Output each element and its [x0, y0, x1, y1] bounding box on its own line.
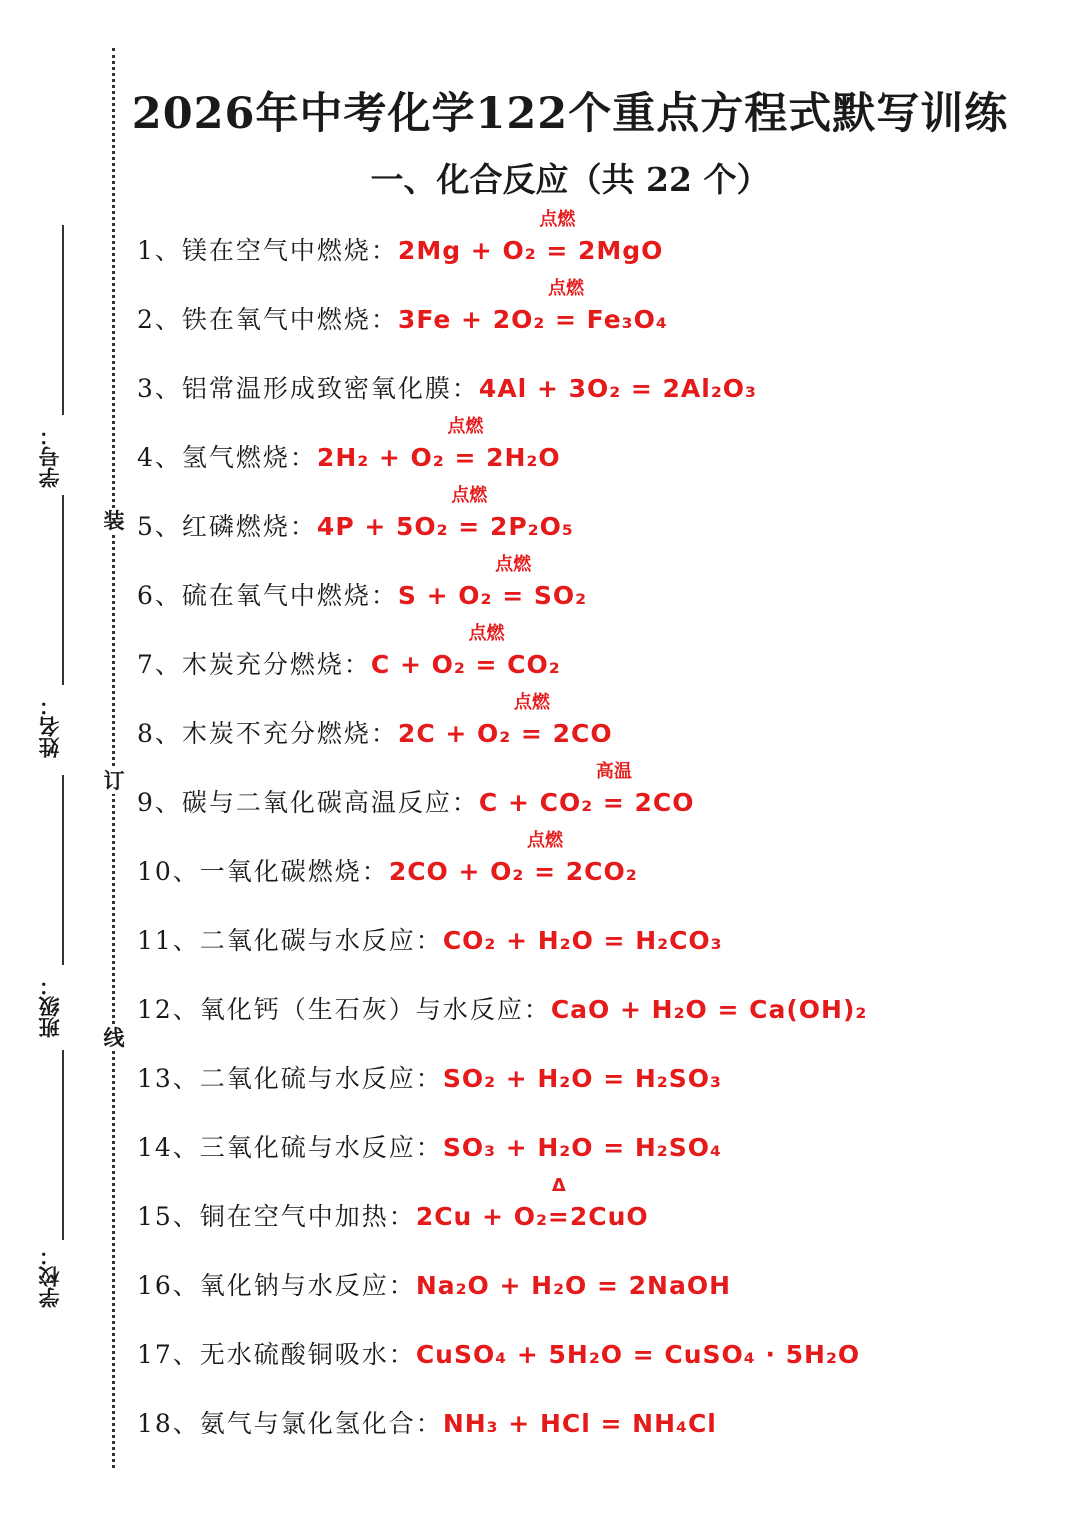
- equation-row: [137, 761, 695, 825]
- equation-text: 2Mg + O₂ = 2MgO: [397, 236, 664, 265]
- binding-char-zhuang: 装: [101, 508, 127, 534]
- equation-text: C + O₂ = CO₂: [370, 650, 561, 679]
- reaction-condition: 点燃: [495, 554, 532, 575]
- equation-row: [137, 623, 561, 687]
- reaction-label: 2、铁在氧气中燃烧：: [137, 305, 398, 334]
- equation-row: [137, 416, 561, 480]
- reaction-label: 5、红磷燃烧：: [137, 512, 317, 541]
- name-line: [62, 495, 64, 685]
- school-line: [62, 1050, 64, 1240]
- equation-text: NH₃ + HCl = NH₄Cl: [442, 1409, 717, 1438]
- name-label: 姓名：: [37, 695, 62, 758]
- reaction-label: 11、二氧化碳与水反应：: [137, 926, 443, 955]
- reaction-condition: 高温: [595, 761, 632, 782]
- equation-text: C + CO₂ = 2CO: [478, 788, 695, 817]
- equation-row: [137, 919, 723, 963]
- equation-row: [137, 1264, 731, 1308]
- chemical-equation: [397, 692, 613, 748]
- reaction-label: 9、碳与二氧化碳高温反应：: [137, 788, 479, 817]
- equation-text: CuSO₄ + 5H₂O = CuSO₄ · 5H₂O: [415, 1340, 861, 1369]
- reaction-label: 8、木炭不充分燃烧：: [137, 719, 398, 748]
- equation-text: CaO + H₂O = Ca(OH)₂: [550, 995, 868, 1024]
- equation-row: [137, 554, 588, 618]
- reaction-label: 6、硫在氧气中燃烧：: [137, 581, 398, 610]
- chemical-equation: [397, 554, 588, 610]
- equation-row: [137, 209, 664, 273]
- binding-dashed-line: [112, 48, 115, 1468]
- chemical-equation: [551, 995, 868, 1024]
- chemical-equation: [370, 623, 561, 679]
- equation-text: 4P + 5O₂ = 2P₂O₅: [316, 512, 574, 541]
- binding-char-ding: 订: [101, 768, 127, 794]
- equation-row: [137, 1126, 722, 1170]
- reaction-condition: 点燃: [513, 692, 550, 713]
- chemical-equation: [416, 1271, 731, 1300]
- section-heading: 一、化合反应（共 22 个）: [370, 160, 770, 199]
- equation-text: 2C + O₂ = 2CO: [397, 719, 613, 748]
- reaction-condition: 点燃: [539, 209, 576, 230]
- equation-text: 2Cu + O₂=2CuO: [415, 1202, 649, 1231]
- equation-text: CO₂ + H₂O = H₂CO₃: [442, 926, 723, 955]
- equation-row: [137, 485, 574, 549]
- student-id-label: 学号：: [37, 425, 62, 488]
- chemical-equation: [479, 374, 757, 403]
- reaction-label: 17、无水硫酸铜吸水：: [137, 1340, 416, 1369]
- equation-text: 4Al + 3O₂ = 2Al₂O₃: [478, 374, 758, 403]
- reaction-label: 1、镁在空气中燃烧：: [137, 236, 398, 265]
- equation-text: S + O₂ = SO₂: [397, 581, 588, 610]
- equation-row: [137, 278, 668, 342]
- page-title: 2026年中考化学122个重点方程式默写训练: [131, 89, 1009, 139]
- equation-text: SO₂ + H₂O = H₂SO₃: [442, 1064, 722, 1093]
- reaction-label: 7、木炭充分燃烧：: [137, 650, 371, 679]
- equation-row: [137, 988, 867, 1032]
- equation-text: SO₃ + H₂O = H₂SO₄: [442, 1133, 722, 1162]
- chemical-equation: [415, 1175, 649, 1231]
- equation-text: 3Fe + 2O₂ = Fe₃O₄: [397, 305, 668, 334]
- chemical-equation: [397, 278, 668, 334]
- chemical-equation: [443, 1133, 722, 1162]
- equation-row: [137, 692, 613, 756]
- student-id-line: [62, 225, 64, 415]
- reaction-condition: 点燃: [468, 623, 505, 644]
- chemical-equation: [416, 1340, 860, 1369]
- equation-row: [137, 1402, 717, 1446]
- chemical-equation: [443, 1064, 722, 1093]
- binding-char-xian: 线: [101, 1025, 127, 1051]
- chemical-equation: [316, 416, 561, 472]
- reaction-label: 14、三氧化硫与水反应：: [137, 1133, 443, 1162]
- reaction-condition: 点燃: [547, 278, 584, 299]
- equation-row: [137, 1057, 722, 1101]
- reaction-label: 18、氨气与氯化氢化合：: [137, 1409, 443, 1438]
- chemical-equation: [443, 1409, 717, 1438]
- chemical-equation: [443, 926, 723, 955]
- reaction-label: 13、二氧化硫与水反应：: [137, 1064, 443, 1093]
- equation-text: 2H₂ + O₂ = 2H₂O: [316, 443, 561, 472]
- equation-row: [137, 830, 638, 894]
- equation-row: [137, 1333, 860, 1377]
- reaction-condition: 点燃: [527, 830, 564, 851]
- reaction-condition: 点燃: [447, 416, 484, 437]
- chemical-equation: [397, 209, 664, 265]
- reaction-label: 16、氧化钠与水反应：: [137, 1271, 416, 1300]
- reaction-label: 3、铝常温形成致密氧化膜：: [137, 374, 479, 403]
- equation-row: [137, 1175, 649, 1239]
- reaction-label: 10、一氧化碳燃烧：: [137, 857, 389, 886]
- equation-row: [137, 367, 757, 411]
- reaction-condition: 点燃: [451, 485, 488, 506]
- reaction-condition: Δ: [551, 1175, 566, 1196]
- chemical-equation: [316, 485, 574, 541]
- reaction-label: 12、氧化钙（生石灰）与水反应：: [137, 995, 551, 1024]
- reaction-label: 15、铜在空气中加热：: [137, 1202, 416, 1231]
- chemical-equation: [388, 830, 638, 886]
- equation-text: Na₂O + H₂O = 2NaOH: [415, 1271, 732, 1300]
- class-line: [62, 775, 64, 965]
- class-label: 班级：: [37, 975, 62, 1038]
- school-label: 学校：: [37, 1245, 62, 1308]
- equation-text: 2CO + O₂ = 2CO₂: [388, 857, 638, 886]
- reaction-label: 4、氢气燃烧：: [137, 443, 317, 472]
- chemical-equation: [478, 761, 695, 817]
